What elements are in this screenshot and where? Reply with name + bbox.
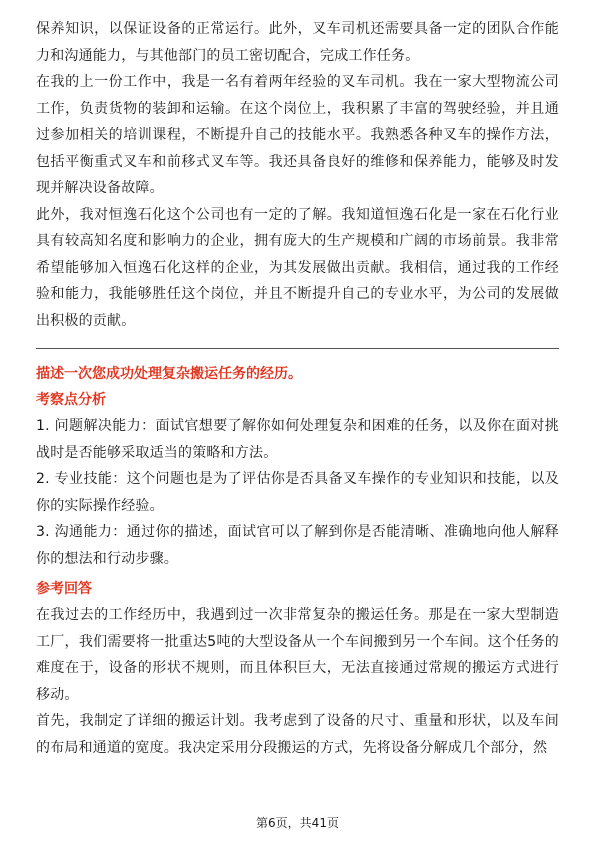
intro-paragraph-3: 此外，我对恒逸石化这个公司也有一定的了解。我知道恒逸石化是一家在石化行业具有较高知名度和影响力的企业，拥有庞大的生产规模和广阔的市场前景。我非常希望能够加入恒逸石化这样的企业，为其发展做出贡献。我相信，通过我的工作经验和能力，我能够胜任这个岗位，并且不断提升自己的专业水平，为公司的发展做出积极的贡献。 (36, 206, 559, 329)
answer-paragraph-2: 首先，我制定了详细的搬运计划。我考虑到了设备的尺寸、重量和形状，以及车间的布局和通道的宽度。我决定采用分段搬运的方式，先将设备分解成几个部分，然 (36, 713, 559, 756)
answer-paragraph-1: 在我过去的工作经历中，我遇到过一次非常复杂的搬运任务。那是在一家大型制造工厂，我们需要将一批重达5吨的大型设备从一个车间搬到另一个车间。这个任务的难度在于，设备的形状不规则，而且体积巨大，无法直接通过常规的搬运方式进行移动。 (36, 607, 559, 703)
document-page (36, 16, 559, 761)
analysis-item-3: 3. 沟通能力：通过你的描述，面试官可以了解到你是否能清晰、准确地向他人解释你的想法和行动步骤。 (36, 524, 559, 567)
answer-heading: 参考回答 (36, 581, 92, 597)
analysis-item-2: 2. 专业技能：这个问题也是为了评估你是否具备叉车操作的专业知识和技能，以及你的实际操作经验。 (36, 471, 559, 514)
intro-paragraph-1: 保养知识，以保证设备的正常运行。此外，叉车司机还需要具备一定的团队合作能力和沟通能力，与其他部门的员工密切配合，完成工作任务。 (36, 21, 559, 64)
intro-paragraph-2: 在我的上一份工作中，我是一名有着两年经验的叉车司机。我在一家大型物流公司工作，负责货物的装卸和运输。在这个岗位上，我积累了丰富的驾驶经验，并且通过参加相关的培训课程，不断提升自己的技能水平。我熟悉各种叉车的操作方法，包括平衡重式叉车和前移式叉车等。我还具备良好的维修和保养能力，能够及时发现并解决设备故障。 (36, 74, 559, 196)
analysis-item-1: 1. 问题解决能力：面试官想要了解你如何处理复杂和困难的任务，以及你在面对挑战时是否能够采取适当的策略和方法。 (36, 418, 559, 461)
page-number-footer: 第6页，共41页 (256, 816, 339, 830)
question-heading: 描述一次您成功处理复杂搬运任务的经历。 (36, 366, 302, 382)
analysis-heading: 考察点分析 (36, 392, 106, 408)
section-divider (36, 348, 559, 349)
